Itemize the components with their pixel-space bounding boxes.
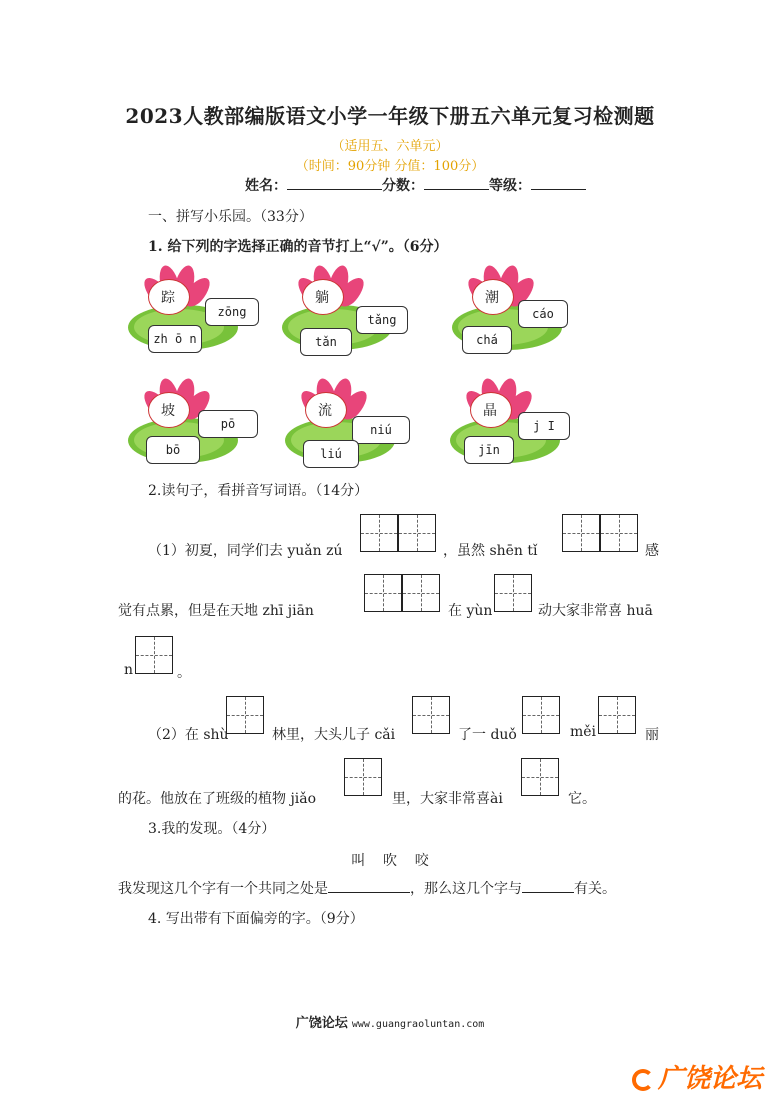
q3-blank-1[interactable] [328, 878, 410, 893]
pinyin-option[interactable]: zh ō n [148, 325, 202, 353]
subtitle-scope: （适用五、六单元） [331, 139, 449, 154]
question-4-heading: 4. 写出带有下面偏旁的字。（9分） [148, 911, 364, 927]
flower-character: 流 [318, 403, 332, 419]
s1-part-e: 在 yùn [448, 603, 493, 619]
s1-part-f: 动大家非常喜 huā [538, 603, 653, 619]
s2-part-c: 了一 duǒ [458, 727, 517, 743]
writing-box[interactable] [402, 574, 440, 612]
pinyin-option[interactable]: bō [146, 436, 200, 464]
grade-label: 等级： [489, 178, 531, 194]
s2-part-d: měi [570, 724, 597, 740]
s2-part-b: 林里，大头儿子 cǎi [272, 727, 396, 743]
footer-site: www.guangraoluntan.com [351, 1019, 485, 1030]
s1-part-g: n [124, 662, 134, 678]
s2-part-e: 丽 [645, 727, 659, 743]
pinyin-option[interactable]: tǎn [300, 328, 352, 356]
question-2-heading: 2.读句子，看拼音写词语。（14分） [148, 483, 369, 499]
writing-box[interactable] [135, 636, 173, 674]
s2-part-h: 它。 [568, 791, 596, 807]
logo-text: 广饶论坛 [657, 1064, 762, 1094]
page-title: 2023人教部编版语文小学一年级下册五六单元复习检测题 [125, 104, 655, 128]
flower-character: 踪 [161, 290, 175, 306]
pinyin-option[interactable]: niú [352, 416, 410, 444]
footer-name: 广饶论坛 [295, 1016, 348, 1031]
question-3-sentence [118, 878, 616, 898]
brand-logo [632, 1058, 762, 1095]
score-blank[interactable] [424, 175, 489, 190]
s1-part-c: 感 [645, 543, 659, 559]
name-label: 姓名： [245, 178, 287, 194]
pinyin-option[interactable]: cáo [518, 300, 568, 328]
q3-text-c: 有关。 [574, 881, 616, 897]
writing-box[interactable] [598, 696, 636, 734]
writing-box[interactable] [522, 696, 560, 734]
question-1-heading: 1. 给下列的字选择正确的音节打上“√”。（6分） [148, 239, 448, 255]
s2-part-f: 的花。他放在了班级的植物 jiǎo [118, 791, 317, 807]
s1-part-d: 觉有点累，但是在天地 zhī jiān [118, 603, 314, 619]
flower-character: 潮 [485, 290, 499, 306]
pinyin-option[interactable]: jīn [464, 436, 514, 464]
pinyin-option[interactable]: chá [462, 326, 512, 354]
s1-part-a: （1）初夏，同学们去 yuǎn zú [148, 543, 343, 559]
writing-box[interactable] [562, 514, 600, 552]
section-1-heading: 一、拼写小乐园。（33分） [148, 209, 313, 225]
grade-blank[interactable] [531, 175, 586, 190]
writing-box[interactable] [521, 758, 559, 796]
pinyin-option[interactable]: liú [303, 440, 359, 468]
writing-box[interactable] [494, 574, 532, 612]
name-blank[interactable] [287, 175, 382, 190]
s1-part-h: 。 [177, 665, 191, 681]
score-label: 分数： [382, 178, 424, 194]
pinyin-option[interactable]: zōng [205, 298, 259, 326]
writing-box[interactable] [600, 514, 638, 552]
q3-text-a: 我发现这几个字有一个共同之处是 [118, 881, 328, 897]
question-3-heading: 3.我的发现。（4分） [148, 821, 276, 837]
flower-character: 躺 [315, 290, 329, 306]
writing-box[interactable] [226, 696, 264, 734]
pinyin-option[interactable]: tǎng [356, 306, 408, 334]
footer [0, 1012, 780, 1031]
s1-part-b: ，虽然 shēn tǐ [443, 543, 538, 559]
writing-box[interactable] [412, 696, 450, 734]
question-3-characters: 叫 吹 咬 [351, 853, 429, 869]
pinyin-option[interactable]: j I [518, 412, 570, 440]
writing-box[interactable] [398, 514, 436, 552]
writing-box[interactable] [344, 758, 382, 796]
pinyin-option[interactable]: pō [198, 410, 258, 438]
student-info-row [245, 175, 586, 195]
writing-box[interactable] [364, 574, 402, 612]
s2-part-a: （2）在 shù [148, 727, 229, 743]
s2-part-g: 里，大家非常喜ài [392, 791, 503, 807]
writing-box[interactable] [360, 514, 398, 552]
flower-character: 坡 [161, 403, 175, 419]
logo-g-icon [632, 1069, 654, 1091]
q3-blank-2[interactable] [522, 878, 574, 893]
subtitle-time-score: （时间：90分钟 分值：100分） [295, 159, 485, 174]
flower-character: 晶 [483, 403, 497, 419]
q3-text-b: ，那么这几个字与 [410, 881, 522, 897]
